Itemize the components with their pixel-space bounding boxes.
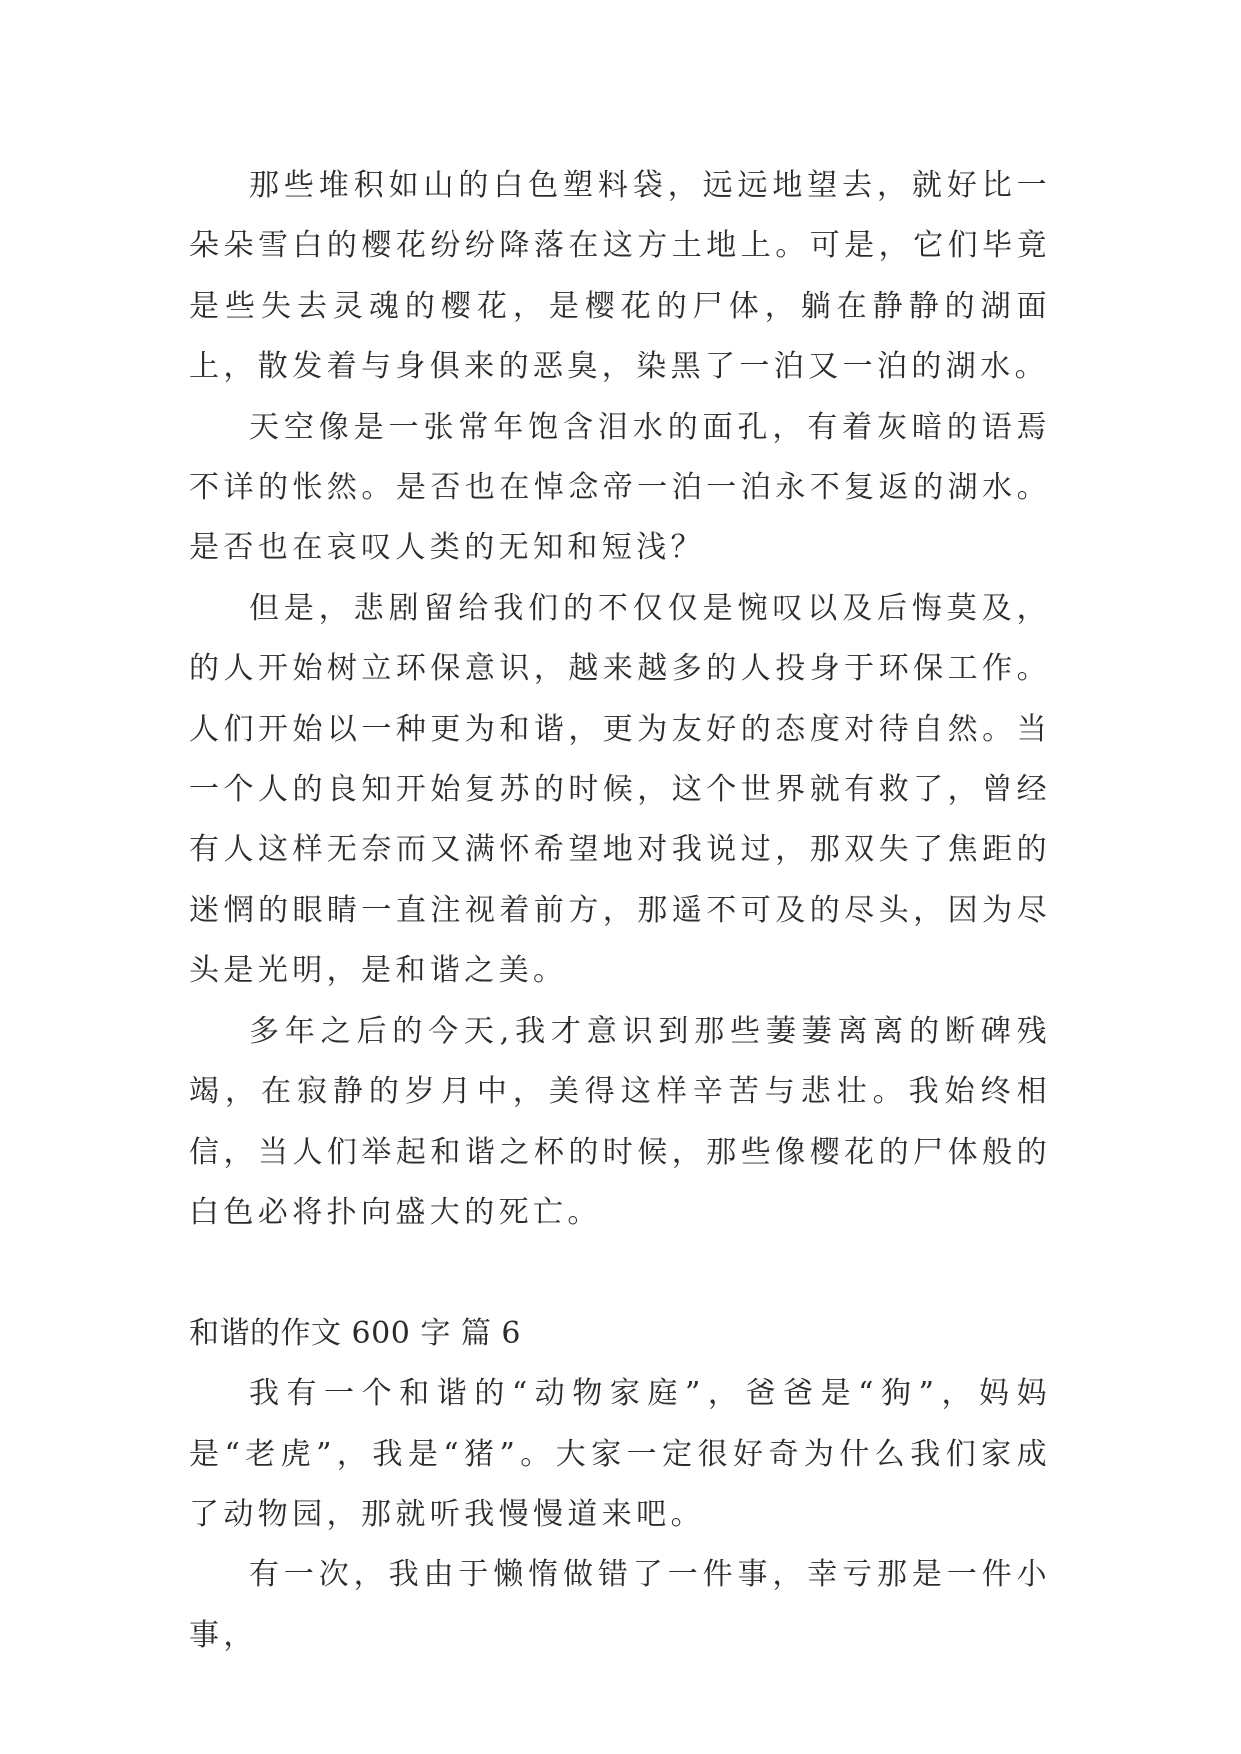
document-body (189, 156, 1051, 1666)
paragraph-sky: 天空像是一张常年饱含泪水的面孔，有着灰暗的语焉不详的怅然。是否也在悼念帝一泊一泊永不复返的湖水。是否也在哀叹人类的无知和短浅？ (189, 409, 1051, 566)
paragraph-once: 有一次，我由于懒惰做错了一件事，幸亏那是一件小事， (189, 1557, 1051, 1653)
paragraph-plastic-bags: 那些堆积如山的白色塑料袋，远远地望去，就好比一朵朵雪白的樱花纷纷降落在这方土地上。可是，它们毕竟是些失去灵魂的樱花，是樱花的尸体，躺在静静的湖面上，散发着与身俱来的恶臭，染黑了一泊又一泊的湖水。 (189, 168, 1051, 385)
paragraph-years-later: 多年之后的今天,我才意识到那些萋萋离离的断碑残竭，在寂静的岁月中，美得这样辛苦与悲壮。我始终相信，当人们举起和谐之杯的时候，那些像樱花的尸体般的白色必将扑向盛大的死亡。 (189, 1013, 1051, 1230)
section-heading: 和谐的作文 600 字 篇 6 (189, 1315, 521, 1351)
paragraph-animal-family: 我有一个和谐的“动物家庭”，爸爸是“狗”，妈妈是“老虎”，我是“猪”。大家一定很好奇为什么我们家成了动物园，那就听我慢慢道来吧。 (189, 1376, 1051, 1532)
paragraph-tragedy: 但是，悲剧留给我们的不仅仅是惋叹以及后悔莫及，的人开始树立环保意识，越来越多的人投身于环保工作。人们开始以一种更为和谐，更为友好的态度对待自然。当一个人的良知开始复苏的时候，这个世界就有救了，曾经有人这样无奈而又满怀希望地对我说过，那双失了焦距的迷惘的眼睛一直注视着前方，那遥不可及的尽头，因为尽头是光明，是和谐之美。 (189, 590, 1051, 989)
